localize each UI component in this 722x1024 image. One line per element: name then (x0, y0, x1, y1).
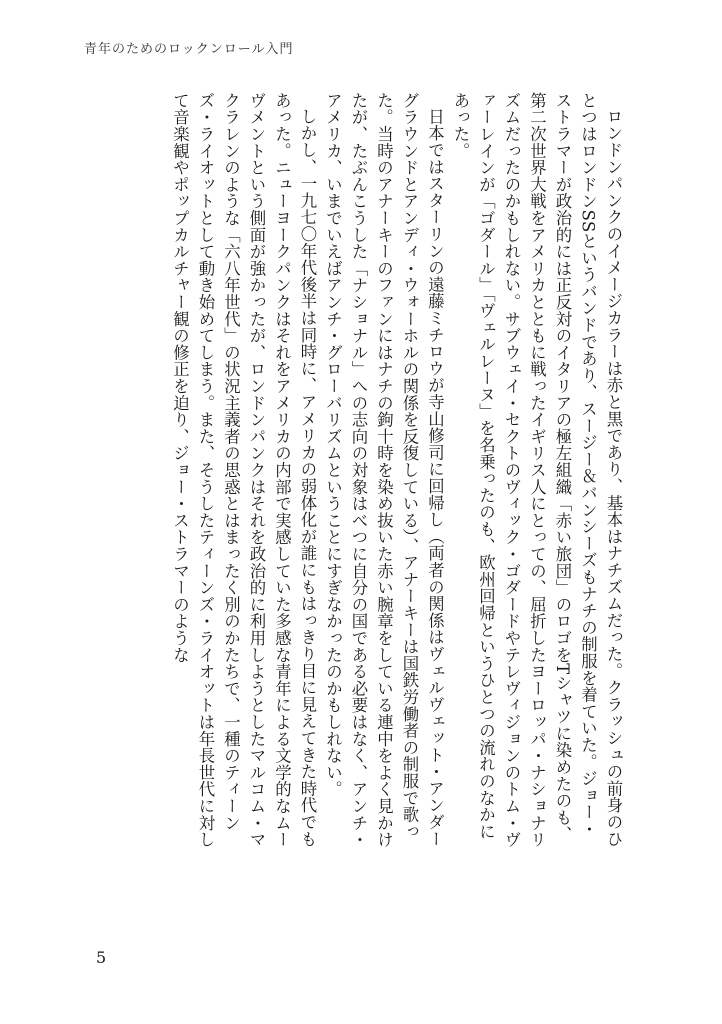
paragraph: しかし、一九七〇年代後半は同時に、アメリカの弱体化が誰にもはっきり目に見えてきた時代でもあった。ニューヨークパンクはそれをアメリカの内部で実感していた多感な青年による文学的なムーヴメントという側面が強かったが、ロンドンパンクはそれを政治的に利用しようとしたマルコム・マクラレンのような「六八年世代」の状況主義者の思惑とはまったく別のかたちで、一種のティーンズ・ライオットとして動き始めてしまう。また、そうしたティーンズ・ライオットは年長世代に対して音楽観やポップカルチャー観の修正を迫り、ジョー・ストラマーのような (170, 92, 317, 848)
page-number: 5 (96, 948, 107, 967)
running-header: 青年のためのロックンロール入門 (84, 42, 294, 57)
paragraph: 日本ではスターリンの遠藤ミチロウが寺山修司に回帰し（両者の関係はヴェルヴェット・アンダーグラウンドとアンディ・ウォーホルの関係を反復している）、アナーキーは国鉄労働者の制服で歌った。当時のアナーキーのファンにはナチの鉤十時を染め抜いた赤い腕章をしている連中をよく見かけたが、たぶんこうした「ナショナル」への志向の対象はべつに自分の国である必要はなく、アンチ・アメリカ、いまでいえばアンチ・グローバリズムということにすぎなかったのかもしれない。 (323, 92, 445, 848)
body-text (86, 92, 626, 852)
paragraph: ロンドンパンクのイメージカラーは赤と黒であり、基本はナチズムだった。クラッシュの前身のひとつはロンドンSSというバンドであり、スージー＆バンシーズもナチの制服を着ていた。ジョー・ストラマーが政治的には正反対のイタリアの極左組織「赤い旅団」のロゴをTシャツに染めたのも、第二次世界大戦をアメリカとともに戦ったイギリス人にとっての、屈折したヨーロッパ・ナショナリズムだったのかもしれない。サブウェイ・セクトのヴィック・ゴダードやテレヴィジョンのトム・ヴァーレインが「ゴダール」「ヴェルレーヌ」を名乗ったのも、欧州回帰というひとつの流れのなかにあった。 (451, 92, 623, 848)
